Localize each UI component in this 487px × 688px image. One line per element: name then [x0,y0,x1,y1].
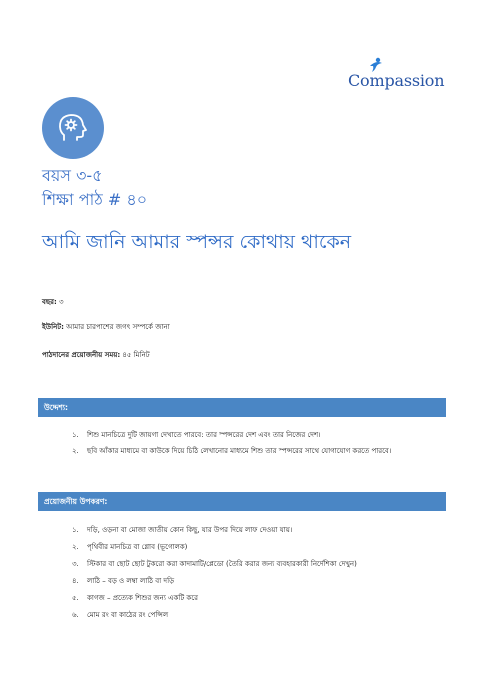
year-row [42,296,64,308]
lesson-title: আমি জানি আমার স্পন্সর কোথায় থাকেন [42,231,352,253]
time-row [42,349,150,361]
item-number: ৬. [72,611,79,619]
time-value: ৪৫ মিনিট [122,351,150,359]
item-text: পৃথিবীর মানচিত্র বা গ্লোব (ভূগোলক) [87,543,188,551]
unit-value: আমার চারপাশের জগৎ সম্পর্কে জানা [66,323,170,331]
item-number: ২. [72,447,79,455]
item-text: স্টিকার বা ছোট ছোট টুকরো করা কাদামাটি/প্লেডো (তৈরি করার জন্য ব্যবহারকারী নির্দেশিকা দেখুন) [87,560,357,568]
unit-label: ইউনিট: [42,323,64,331]
materials-heading: প্রয়োজনীয় উপকরণ: [38,492,446,511]
item-text: দড়ি, ওড়না বা মোজা জাতীয় কোন কিছু, যার উপর দিয়ে লাফ দেওয়া যায়। [87,526,293,534]
year-label: বছর: [42,298,57,306]
item-number: ১. [72,431,79,439]
item-number: ১. [72,526,79,534]
item-number: ২. [72,543,79,551]
objectives-heading: উদ্দেশ্য: [38,398,446,417]
year-value: ৩ [59,298,64,306]
time-label: পাঠদানের প্রয়োজনীয় সময়: [42,351,121,359]
head-gears-icon [42,97,104,159]
logo-text: Compassion [348,71,445,90]
unit-row [42,321,170,333]
item-text: ছবি আঁকার মাধ্যমে বা কাউকে দিয়ে চিঠি লেখানোর মাধ্যমে শিশু তার স্পন্সরের সাথে যোগাযোগ করতে পারবে। [87,447,392,455]
item-number: ৫. [72,594,79,602]
age-range: বয়স ৩-৫ [42,166,103,185]
item-number: ৩. [72,560,79,568]
lesson-number: শিক্ষা পাঠ # ৪০ [42,190,148,209]
item-text: লাঠি – বড় ও লম্বা লাঠি বা দড়ি [87,577,175,585]
compassion-logo [348,57,448,97]
item-text: শিশু মানচিত্রে দুটি জায়গা দেখাতে পারবে: তার স্পন্সরের দেশ এবং তার নিজের দেশ। [87,431,321,439]
item-number: ৪. [72,577,79,585]
item-text: কাগজ – প্রত্যেক শিশুর জন্য একটি করে [87,594,198,602]
item-text: মোম রং বা কাঠের রং পেন্সিল [87,611,169,619]
